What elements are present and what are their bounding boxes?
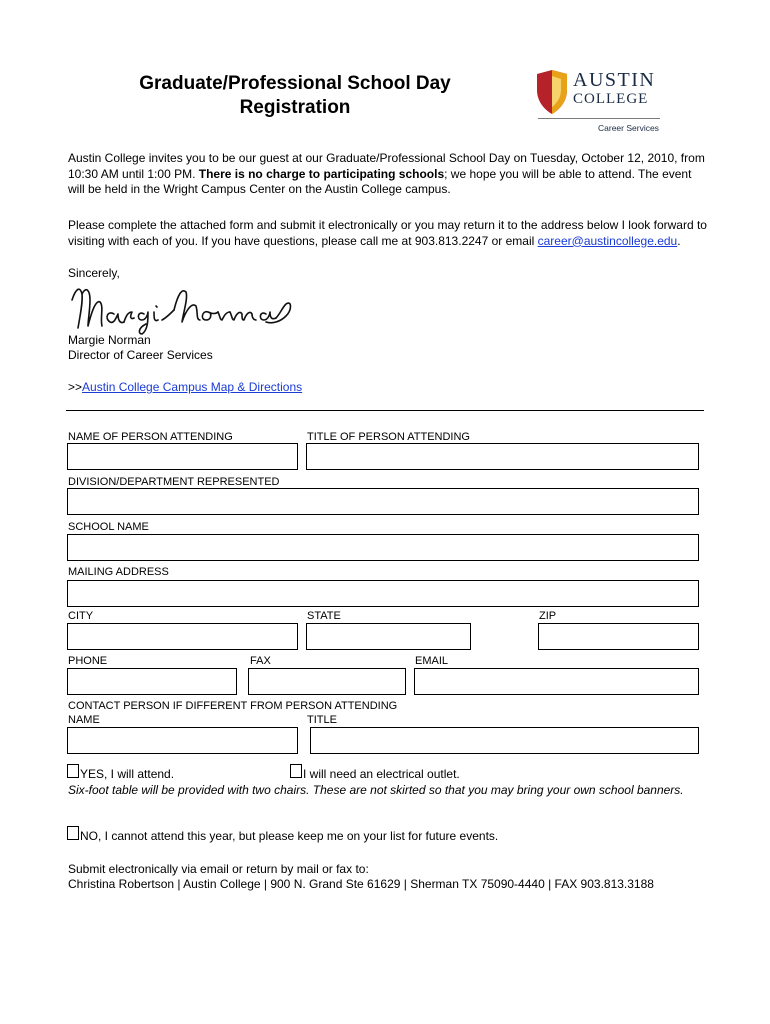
city-label: CITY	[68, 610, 94, 622]
attend-no-label: NO, I cannot attend this year, but please keep me on your list for future events.	[80, 829, 499, 843]
invitation-text: Austin College invites you to be our guest at our Graduate/Professional School Day on Tuesday, October 12, 2010, from 10:30 AM until 1:00 PM.	[68, 151, 705, 181]
fax-label: FAX	[250, 655, 271, 667]
name-field[interactable]	[67, 443, 298, 470]
logo-divider	[538, 118, 660, 119]
signature-image	[66, 280, 296, 336]
link-prefix: >>	[68, 380, 83, 394]
instructions-text: Please complete the attached form and submit it electronically or you may return it to the address below I look forward to visiting with each of you. If you have questions, please call me at 903.813.2247 or email	[68, 218, 707, 248]
attend-yes-checkbox[interactable]	[67, 764, 79, 778]
austin-college-logo	[533, 68, 663, 138]
contact-label: CONTACT PERSON IF DIFFERENT FROM PERSON ATTENDING	[68, 700, 398, 712]
state-label: STATE	[307, 610, 341, 622]
logo-department: Career Services	[598, 123, 659, 133]
shield-logo-icon	[533, 68, 571, 116]
contact-name-field[interactable]	[67, 727, 298, 754]
fax-field[interactable]	[248, 668, 406, 695]
division-field[interactable]	[67, 488, 699, 515]
electrical-outlet-checkbox[interactable]	[290, 764, 302, 778]
address-field[interactable]	[67, 580, 699, 607]
division-label: DIVISION/DEPARTMENT REPRESENTED	[68, 476, 280, 488]
page-title	[60, 72, 530, 120]
contact-title-label: TITLE	[307, 714, 337, 726]
title-line-2: Registration	[239, 97, 351, 118]
phone-label: PHONE	[68, 655, 108, 667]
zip-label: ZIP	[539, 610, 557, 622]
title-field[interactable]	[306, 443, 699, 470]
state-field[interactable]	[306, 623, 471, 650]
title-line-1: Graduate/Professional School Day	[139, 73, 451, 94]
school-label: SCHOOL NAME	[68, 521, 149, 533]
email-field[interactable]	[414, 668, 699, 695]
submit-instructions: Submit electronically via email or return by mail or fax to:	[68, 862, 369, 876]
email-label: EMAIL	[415, 655, 449, 667]
city-field[interactable]	[67, 623, 298, 650]
campus-map-line	[68, 380, 302, 396]
email-link[interactable]: career@austincollege.edu	[537, 233, 678, 248]
logo-name-college: COLLEGE	[573, 91, 649, 107]
attend-yes-label: YES, I will attend.	[80, 767, 175, 781]
phone-field[interactable]	[67, 668, 237, 695]
invitation-text-end: ; we hope you will be able to attend. The event will be held in the Wright Campus Center on the Austin College campus.	[68, 166, 692, 196]
contact-title-field[interactable]	[310, 727, 699, 754]
no-charge-text: There is no charge to participating schools	[198, 166, 445, 181]
signer-title: Director of Career Services	[68, 348, 213, 362]
school-field[interactable]	[67, 534, 699, 561]
mailing-address: Christina Robertson | Austin College | 900 N. Grand Ste 61629 | Sherman TX 75090-4440 | FAX 903.813.3188	[68, 877, 654, 891]
signer-name: Margie Norman	[68, 333, 151, 347]
instructions-paragraph	[68, 218, 708, 249]
address-label: MAILING ADDRESS	[68, 566, 169, 578]
section-divider	[66, 410, 704, 411]
instructions-period: .	[677, 233, 681, 248]
attend-no-checkbox[interactable]	[67, 826, 79, 840]
electrical-outlet-label: I will need an electrical outlet.	[303, 767, 460, 781]
table-note: Six-foot table will be provided with two chairs. These are not skirted so that you may bring your own school banners.	[68, 783, 684, 797]
contact-name-label: NAME	[68, 714, 100, 726]
logo-name-austin: AUSTIN	[573, 69, 656, 91]
name-label: NAME OF PERSON ATTENDING	[68, 431, 233, 443]
invitation-paragraph	[68, 151, 708, 198]
closing: Sincerely,	[68, 266, 120, 280]
campus-map-link[interactable]: Austin College Campus Map & Directions	[82, 380, 303, 394]
zip-field[interactable]	[538, 623, 699, 650]
title-label: TITLE OF PERSON ATTENDING	[307, 431, 470, 443]
